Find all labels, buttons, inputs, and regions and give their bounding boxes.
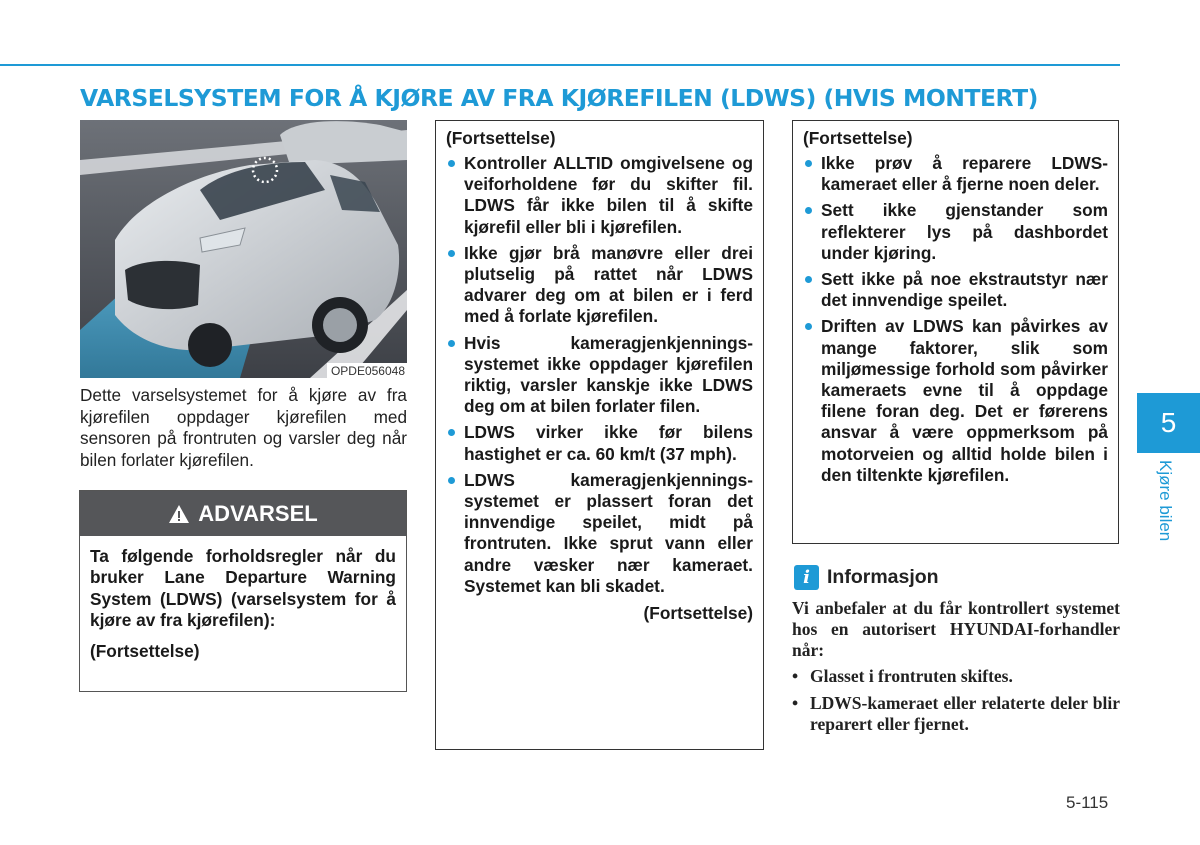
middle-column-heading: (Fortsettelse) bbox=[446, 128, 556, 148]
list-item: Ikke prøv å reparere LDWS-kameraet eller å fjerne noen deler. bbox=[803, 153, 1108, 195]
info-heading bbox=[794, 565, 939, 590]
page-title: VARSELSYSTEM FOR Å KJØRE AV FRA KJØREFILEN (LDWS) (HVIS MONTERT) bbox=[80, 84, 1038, 112]
warning-title: ADVARSEL bbox=[198, 500, 318, 526]
image-code: OPDE056048 bbox=[327, 363, 407, 378]
chapter-label-text: Kjøre bilen bbox=[1156, 460, 1175, 542]
list-item: LDWS virker ikke før bilens hastighet er ca. 60 km/t (37 mph). bbox=[446, 422, 753, 464]
warning-triangle-icon bbox=[168, 504, 190, 524]
list-item: LDWS kameragjenkjennings-systemet er plassert foran det innvendige speilet, midt på frontruten. Ikke sprut vann eller andre væsker nær kameraet. Systemet kan bli skadet. bbox=[446, 470, 753, 597]
list-item: Kontroller ALLTID omgivelsene og veiforholdene før du skifter fil. LDWS får ikke bilen til å skifte kjørefil eller bli i kjørefilen. bbox=[446, 153, 753, 238]
middle-bullet-list bbox=[446, 153, 753, 597]
info-text: Vi anbefaler at du får kontrollert systemet hos en autorisert HYUNDAI-forhandler når: bbox=[792, 598, 1120, 660]
warning-continued: (Fortsettelse) bbox=[90, 640, 200, 661]
chapter-label bbox=[1150, 460, 1180, 560]
right-bullet-list bbox=[803, 153, 1108, 486]
page-number: 5-115 bbox=[1066, 793, 1109, 812]
info-title: Informasjon bbox=[827, 566, 939, 588]
info-icon: i bbox=[794, 565, 819, 590]
list-item: Driften av LDWS kan påvirkes av mange faktorer, slik som miljømessige forhold som påvirker kameraets evne til å oppdage filene foran deg. Det er førerens ansvar å være oppmerksom på motorveien og alltid holde bilen i den tiltenkte kjørefilen. bbox=[803, 316, 1108, 486]
warning-body bbox=[80, 536, 406, 662]
warning-box bbox=[79, 490, 407, 692]
intro-paragraph: Dette varselsystemet for å kjøre av fra kjørefilen oppdager kjørefilen med sensoren på frontruten og varsler deg når bilen forlater kjørefilen. bbox=[80, 385, 407, 470]
warning-header bbox=[80, 491, 406, 536]
middle-continued: (Fortsettelse) bbox=[643, 603, 753, 624]
car-lane-image bbox=[80, 120, 407, 378]
list-item: • LDWS-kameraet eller relaterte deler blir reparert eller fjernet. bbox=[792, 693, 1120, 735]
chapter-tab[interactable]: 5 bbox=[1137, 393, 1200, 453]
right-column-heading: (Fortsettelse) bbox=[803, 128, 913, 148]
list-item: Sett ikke på noe ekstrautstyr nær det innvendige speilet. bbox=[803, 269, 1108, 311]
list-item: Ikke gjør brå manøvre eller drei plutselig på rattet når LDWS advarer deg om at bilen er i ferd med å forlate kjørefilen. bbox=[446, 243, 753, 328]
top-rule bbox=[0, 64, 1120, 66]
middle-column-box bbox=[435, 120, 764, 750]
right-column-box bbox=[792, 120, 1119, 544]
list-item: Sett ikke gjenstander som reflekterer lys på dashbordet under kjøring. bbox=[803, 200, 1108, 264]
info-list bbox=[792, 666, 1120, 741]
list-item: • Glasset i frontruten skiftes. bbox=[792, 666, 1120, 687]
warning-text: Ta følgende forholdsregler når du bruker Lane Departure Warning System (LDWS) (varselsystem for å kjøre av fra kjørefilen): bbox=[90, 546, 396, 631]
list-item: Hvis kameragjenkjennings-systemet ikke oppdager kjørefilen riktig, varsler kanskje ikke LDWS deg om at bilen forlater filen. bbox=[446, 333, 753, 418]
ldws-illustration bbox=[80, 120, 407, 378]
